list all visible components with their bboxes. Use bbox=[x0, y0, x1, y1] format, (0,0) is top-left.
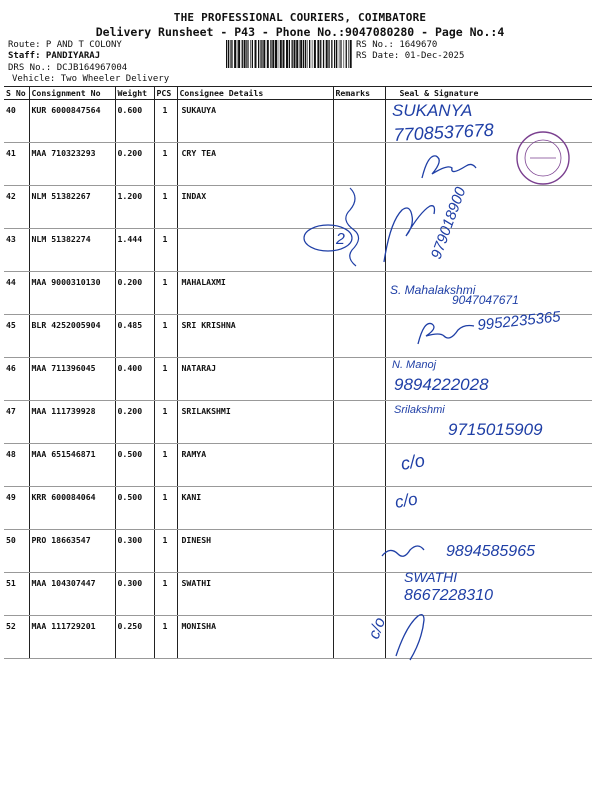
cell-weight: 0.250 bbox=[115, 616, 154, 659]
barcode-bar bbox=[305, 40, 306, 68]
cell-consignment: PRO 18663547 bbox=[29, 530, 115, 573]
cell-sno: 45 bbox=[4, 315, 29, 358]
table-row bbox=[4, 530, 592, 573]
barcode-bar bbox=[234, 40, 236, 68]
cell-remarks bbox=[333, 358, 385, 401]
cell-remarks bbox=[333, 143, 385, 186]
col-pcs: PCS bbox=[154, 87, 177, 100]
table-row bbox=[4, 444, 592, 487]
barcode-bar bbox=[317, 40, 319, 68]
runsheet-title: Delivery Runsheet - P43 - Phone No.:9047080280 - Page No.:4 bbox=[95, 25, 505, 39]
barcode-bar bbox=[280, 40, 282, 68]
rs-date: RS Date: 01-Dec-2025 bbox=[356, 51, 465, 61]
barcode-bar bbox=[237, 40, 238, 68]
cell-consignment: MAA 111729201 bbox=[29, 616, 115, 659]
cell-weight: 0.200 bbox=[115, 143, 154, 186]
cell-consignment: NLM 51382267 bbox=[29, 186, 115, 229]
cell-consignee: INDAX bbox=[177, 186, 333, 229]
barcode-bar bbox=[307, 40, 308, 68]
table-row bbox=[4, 315, 592, 358]
cell-signature bbox=[385, 143, 592, 186]
barcode-bar bbox=[326, 40, 328, 68]
barcode-bar bbox=[303, 40, 304, 68]
barcode-bar bbox=[248, 40, 249, 68]
cell-consignee: CRY TEA bbox=[177, 143, 333, 186]
cell-consignment: MAA 104307447 bbox=[29, 573, 115, 616]
cell-pcs: 1 bbox=[154, 530, 177, 573]
barcode-bar bbox=[258, 40, 259, 68]
cell-consignment: MAA 710323293 bbox=[29, 143, 115, 186]
cell-signature bbox=[385, 573, 592, 616]
cell-weight: 1.444 bbox=[115, 229, 154, 272]
hw-r47-name: Srilakshmi bbox=[394, 404, 445, 416]
hw-r43-mark: 2 bbox=[336, 231, 345, 248]
cell-sno: 47 bbox=[4, 401, 29, 444]
barcode-bar bbox=[314, 40, 316, 68]
barcode-bar bbox=[226, 40, 227, 68]
col-weight: Weight bbox=[115, 87, 154, 100]
cell-pcs: 1 bbox=[154, 444, 177, 487]
cell-remarks bbox=[333, 272, 385, 315]
cell-consignee: MONISHA bbox=[177, 616, 333, 659]
barcode-bar bbox=[339, 40, 340, 68]
cell-signature bbox=[385, 186, 592, 229]
cell-consignee: DINESH bbox=[177, 530, 333, 573]
cell-signature bbox=[385, 401, 592, 444]
table-row bbox=[4, 272, 592, 315]
cell-sno: 43 bbox=[4, 229, 29, 272]
vehicle-line: Vehicle: Two Wheeler Delivery bbox=[12, 74, 170, 84]
cell-weight: 0.200 bbox=[115, 272, 154, 315]
barcode-bar bbox=[278, 40, 279, 68]
cell-sno: 50 bbox=[4, 530, 29, 573]
cell-signature bbox=[385, 272, 592, 315]
barcode-bar bbox=[331, 40, 332, 68]
cell-consignee: SWATHI bbox=[177, 573, 333, 616]
cell-sno: 41 bbox=[4, 143, 29, 186]
barcode-bar bbox=[296, 40, 298, 68]
cell-remarks bbox=[333, 487, 385, 530]
barcode-bar bbox=[231, 40, 232, 68]
hw-r47-phone: 9715015909 bbox=[448, 420, 543, 439]
cell-signature bbox=[385, 358, 592, 401]
barcode-bar bbox=[299, 40, 300, 68]
barcode-bar bbox=[350, 40, 352, 68]
col-consignee: Consignee Details bbox=[177, 87, 333, 100]
barcode-bar bbox=[328, 40, 329, 68]
table-row bbox=[4, 358, 592, 401]
hw-r45-phone: 9952235365 bbox=[476, 308, 562, 334]
cell-remarks bbox=[333, 186, 385, 229]
hw-r44-phone: 9047047671 bbox=[452, 293, 519, 307]
barcode-bar bbox=[289, 40, 290, 68]
hw-r48-mark: c/o bbox=[399, 450, 427, 474]
cell-consignment: MAA 9000310130 bbox=[29, 272, 115, 315]
table-row bbox=[4, 100, 592, 143]
route-line: Route: P AND T COLONY bbox=[8, 40, 122, 50]
cell-consignee: MAHALAXMI bbox=[177, 272, 333, 315]
cell-consignee bbox=[177, 229, 333, 272]
cell-sno: 44 bbox=[4, 272, 29, 315]
meta-right bbox=[356, 40, 464, 62]
barcode-bar bbox=[261, 40, 262, 68]
barcode-bar bbox=[228, 40, 229, 68]
cell-pcs: 1 bbox=[154, 186, 177, 229]
cell-sno: 49 bbox=[4, 487, 29, 530]
table-body bbox=[4, 100, 592, 659]
hw-r46-name: N. Manoj bbox=[392, 359, 437, 371]
cell-consignee: NATARAJ bbox=[177, 358, 333, 401]
cell-pcs: 1 bbox=[154, 100, 177, 143]
cell-consignment: NLM 51382274 bbox=[29, 229, 115, 272]
table-row bbox=[4, 616, 592, 659]
cell-pcs: 1 bbox=[154, 315, 177, 358]
cell-weight: 0.600 bbox=[115, 100, 154, 143]
table-row bbox=[4, 401, 592, 444]
cell-consignee: RAMYA bbox=[177, 444, 333, 487]
barcode-bar bbox=[250, 40, 251, 68]
hw-r51-phone: 8667228310 bbox=[404, 587, 493, 604]
cell-weight: 0.500 bbox=[115, 444, 154, 487]
cell-pcs: 1 bbox=[154, 229, 177, 272]
barcode-bar bbox=[242, 40, 243, 68]
barcode-bar bbox=[300, 40, 302, 68]
barcode-bar bbox=[348, 40, 349, 68]
barcode-bar bbox=[341, 40, 342, 68]
cell-pcs: 1 bbox=[154, 616, 177, 659]
cell-consignee: KANI bbox=[177, 487, 333, 530]
cell-signature bbox=[385, 530, 592, 573]
barcode-bar bbox=[275, 40, 277, 68]
cell-sno: 52 bbox=[4, 616, 29, 659]
barcode-bar bbox=[294, 40, 296, 68]
hw-r52-mark: c/o bbox=[365, 615, 390, 642]
cell-remarks bbox=[333, 401, 385, 444]
company-title: THE PROFESSIONAL COURIERS, COIMBATORE bbox=[173, 11, 427, 24]
barcode-bar bbox=[255, 40, 257, 68]
table-header-row bbox=[4, 87, 592, 100]
hw-r40-phone: 7708537678 bbox=[393, 119, 495, 145]
table-row bbox=[4, 186, 592, 229]
cell-sno: 51 bbox=[4, 573, 29, 616]
hw-r40-name: SUKANYA bbox=[392, 101, 473, 120]
barcode-bar bbox=[336, 40, 337, 68]
cell-pcs: 1 bbox=[154, 487, 177, 530]
cell-weight: 0.485 bbox=[115, 315, 154, 358]
barcode-bar bbox=[270, 40, 271, 68]
cell-consignment: KRR 600084064 bbox=[29, 487, 115, 530]
cell-sno: 48 bbox=[4, 444, 29, 487]
cell-consignment: BLR 4252005904 bbox=[29, 315, 115, 358]
hw-r50-phone: 9894585965 bbox=[446, 543, 535, 560]
hw-r46-phone: 9894222028 bbox=[394, 375, 489, 394]
col-signature: Seal & Signature bbox=[385, 87, 592, 100]
barcode-bar bbox=[320, 40, 321, 68]
cell-pcs: 1 bbox=[154, 143, 177, 186]
col-remarks: Remarks bbox=[333, 87, 385, 100]
cell-consignment: MAA 111739928 bbox=[29, 401, 115, 444]
barcode-bar bbox=[323, 40, 324, 68]
cell-weight: 0.400 bbox=[115, 358, 154, 401]
barcode-bar bbox=[272, 40, 274, 68]
cell-remarks bbox=[333, 616, 385, 659]
staff-line: Staff: PANDIYARAJ bbox=[8, 51, 101, 61]
barcode-bar bbox=[260, 40, 261, 68]
barcode bbox=[226, 40, 352, 68]
barcode-bar bbox=[283, 40, 285, 68]
hw-r49-mark: c/o bbox=[393, 489, 420, 512]
table-row bbox=[4, 229, 592, 272]
table-row bbox=[4, 143, 592, 186]
cell-remarks bbox=[333, 315, 385, 358]
cell-weight: 0.500 bbox=[115, 487, 154, 530]
cell-remarks bbox=[333, 229, 385, 272]
cell-signature bbox=[385, 315, 592, 358]
col-sno: S No bbox=[4, 87, 29, 100]
hw-r51-name: SWATHI bbox=[404, 569, 458, 585]
cell-signature bbox=[385, 487, 592, 530]
cell-pcs: 1 bbox=[154, 401, 177, 444]
meta-left bbox=[8, 40, 169, 85]
barcode-bar bbox=[267, 40, 269, 68]
cell-signature bbox=[385, 229, 592, 272]
cell-consignment: MAA 711396045 bbox=[29, 358, 115, 401]
cell-pcs: 1 bbox=[154, 573, 177, 616]
cell-sno: 42 bbox=[4, 186, 29, 229]
barcode-bar bbox=[238, 40, 240, 68]
drs-line: DRS No.: DCJB164967004 bbox=[8, 63, 128, 73]
barcode-bar bbox=[312, 40, 313, 68]
cell-consignee: SRI KRISHNA bbox=[177, 315, 333, 358]
barcode-bar bbox=[286, 40, 288, 68]
cell-signature bbox=[385, 100, 592, 143]
barcode-bar bbox=[292, 40, 293, 68]
rs-number: RS No.: 1649670 bbox=[356, 40, 438, 50]
cell-signature bbox=[385, 616, 592, 659]
barcode-bar bbox=[246, 40, 247, 68]
hw-r44-name: S. Mahalakshmi bbox=[390, 283, 476, 297]
col-consignment: Consignment No bbox=[29, 87, 115, 100]
cell-consignment: MAA 651546871 bbox=[29, 444, 115, 487]
cell-sno: 46 bbox=[4, 358, 29, 401]
table-row bbox=[4, 573, 592, 616]
cell-consignee: SUKAUYA bbox=[177, 100, 333, 143]
runsheet-table bbox=[4, 86, 592, 659]
table-row bbox=[4, 487, 592, 530]
cell-consignment: KUR 6000847564 bbox=[29, 100, 115, 143]
cell-remarks bbox=[333, 530, 385, 573]
cell-pcs: 1 bbox=[154, 358, 177, 401]
cell-weight: 1.200 bbox=[115, 186, 154, 229]
barcode-bar bbox=[340, 40, 341, 68]
cell-pcs: 1 bbox=[154, 272, 177, 315]
barcode-bar bbox=[244, 40, 246, 68]
barcode-bar bbox=[334, 40, 335, 68]
barcode-bar bbox=[263, 40, 265, 68]
cell-remarks bbox=[333, 444, 385, 487]
cell-sno: 40 bbox=[4, 100, 29, 143]
cell-signature bbox=[385, 444, 592, 487]
barcode-bar bbox=[346, 40, 347, 68]
cell-consignee: SRILAKSHMI bbox=[177, 401, 333, 444]
cell-remarks bbox=[333, 100, 385, 143]
barcode-bar bbox=[344, 40, 345, 68]
hw-r42-number: 979018900 bbox=[427, 184, 470, 262]
barcode-bar bbox=[230, 40, 231, 68]
cell-weight: 0.200 bbox=[115, 401, 154, 444]
barcode-bar bbox=[309, 40, 310, 68]
barcode-bar bbox=[252, 40, 253, 68]
cell-remarks bbox=[333, 573, 385, 616]
cell-weight: 0.300 bbox=[115, 573, 154, 616]
cell-weight: 0.300 bbox=[115, 530, 154, 573]
